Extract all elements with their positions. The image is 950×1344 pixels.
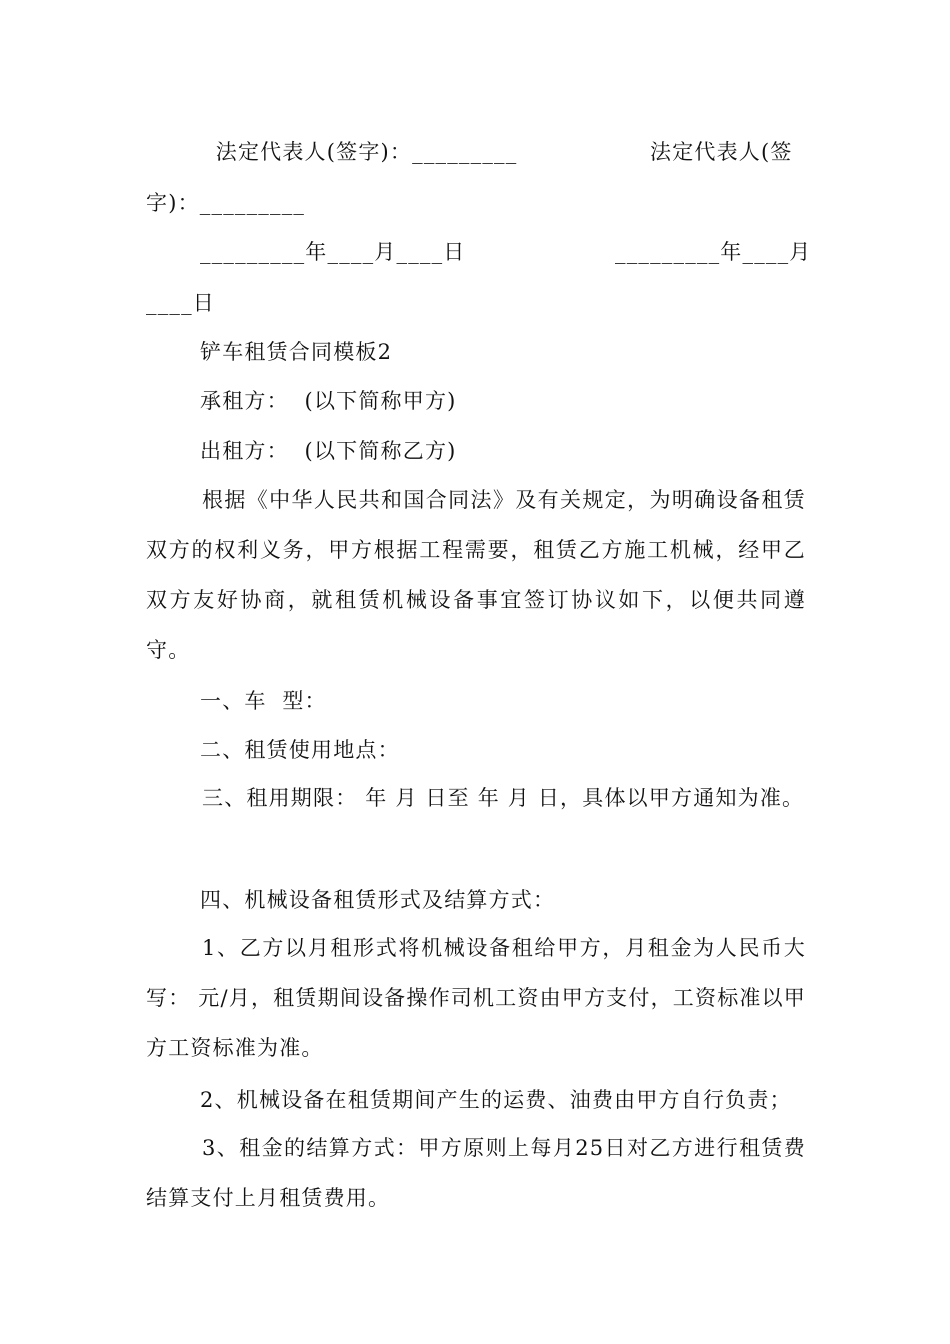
clause-2-fees: 2、机械设备在租赁期间产生的运费、油费由甲方自行负责； [200, 1088, 792, 1112]
date-line-party-a: _________年____月____日 [200, 240, 466, 264]
date-line-continuation: ____日 [146, 291, 215, 315]
section-lease-term: 三、租用期限： 年 月 日至 年 月 日，具体以甲方通知为准。 [202, 786, 805, 810]
lessor-line: 出租方： (以下简称乙方) [200, 439, 457, 463]
intro-paragraph: 根据《中华人民共和国合同法》及有关规定，为明确设备租赁双方的权利义务，甲方根据工程需要，租赁乙方施工机械，经甲乙双方友好协商，就租赁机械设备事宜签订协议如下，以便共同遵守。 [146, 488, 806, 662]
signature-line-party-a: 法定代表人(签字)：_________ [200, 140, 518, 164]
clause-1-monthly-rent: 1、乙方以月租形式将机械设备租给甲方，月租金为人民币大写： 元/月，租赁期间设备操作司机工资由甲方支付，工资标准以甲方工资标准为准。 [146, 936, 806, 1060]
contract-title: 铲车租赁合同模板2 [200, 340, 393, 364]
clause-3-settlement: 3、租金的结算方式：甲方原则上每月25日对乙方进行租赁费结算支付上月租赁费用。 [146, 1136, 806, 1210]
section-lease-form: 四、机械设备租赁形式及结算方式： [200, 888, 556, 912]
signature-line-party-b: 法定代表人(签 [650, 140, 793, 164]
lessee-line: 承租方： (以下简称甲方) [200, 389, 457, 413]
section-usage-location: 二、租赁使用地点： [200, 738, 400, 762]
signature-line-continuation: 字)：_________ [146, 191, 306, 215]
section-vehicle-type: 一、车 型： [200, 689, 327, 713]
date-line-party-b: _________年____月 [615, 240, 812, 264]
